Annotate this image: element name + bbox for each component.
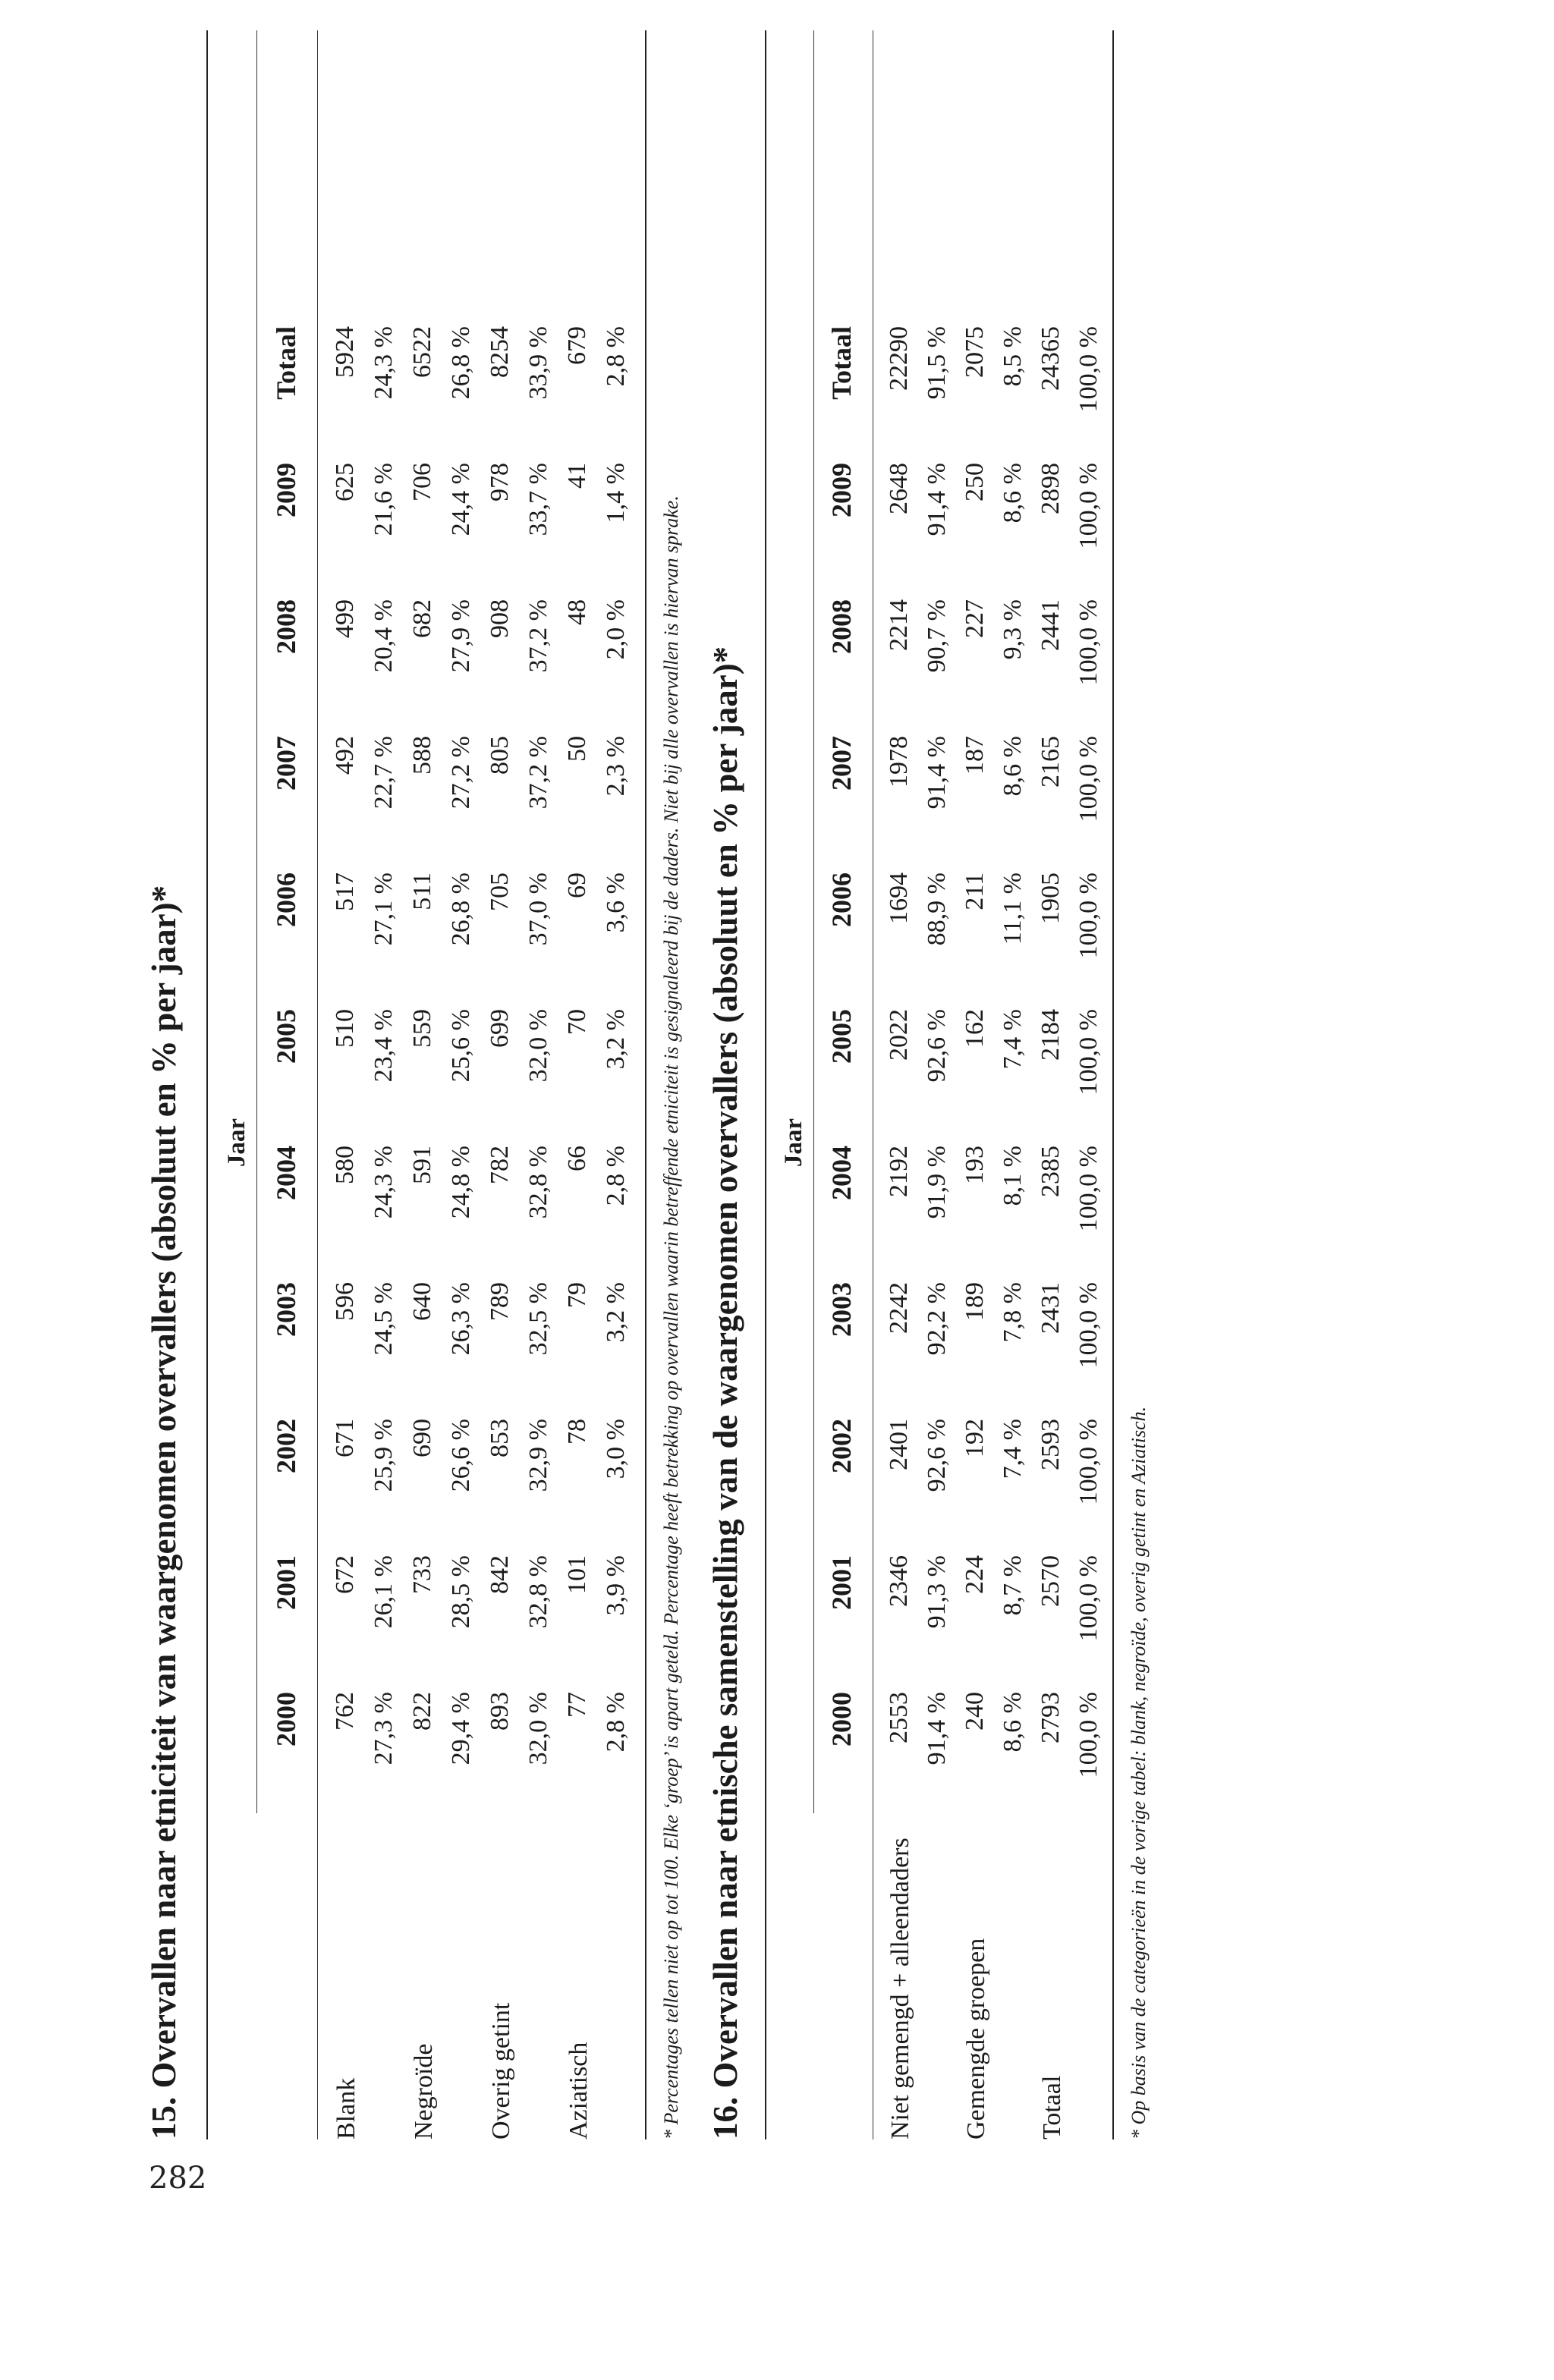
table-cell: 91,3 % — [923, 1555, 951, 1629]
table-cell: 2,8 % — [602, 1692, 630, 1753]
table-cell: 22,7 % — [370, 736, 398, 810]
table-cell: 28,5 % — [447, 1555, 475, 1629]
table-cell: 679 — [563, 326, 591, 365]
table-cell: 2242 — [885, 1282, 913, 1334]
table-cell: 3,2 % — [602, 1282, 630, 1343]
table-cell: 499 — [331, 599, 359, 638]
table-15-bottom-rule — [645, 30, 646, 2139]
table-cell: 69 — [563, 872, 591, 898]
table-cell: 27,2 % — [447, 736, 475, 810]
table-cell: 101 — [563, 1555, 591, 1594]
table-cell: 8,6 % — [999, 736, 1027, 797]
table-cell: 822 — [408, 1692, 436, 1731]
table-cell: 1694 — [885, 872, 913, 924]
table-cell: 41 — [563, 463, 591, 489]
table-cell: 100,0 % — [1074, 1146, 1103, 1232]
column-header-2003: 2003 — [826, 1282, 857, 1337]
table-cell: 2184 — [1037, 1009, 1065, 1061]
table-cell: 100,0 % — [1074, 872, 1103, 959]
table-cell: 21,6 % — [370, 463, 398, 536]
table-cell: 240 — [961, 1692, 989, 1731]
table-cell: 27,3 % — [370, 1692, 398, 1765]
table-cell: 842 — [486, 1555, 514, 1594]
table-cell: 978 — [486, 463, 514, 501]
table-cell: 782 — [486, 1146, 514, 1184]
table-cell: 559 — [408, 1009, 436, 1048]
table-cell: 100,0 % — [1074, 599, 1103, 686]
table-cell: 2441 — [1037, 599, 1065, 651]
row-label: Aziatisch — [565, 2042, 593, 2139]
table-cell: 24,5 % — [370, 1282, 398, 1356]
table-cell: 32,0 % — [524, 1009, 552, 1083]
table-cell: 690 — [408, 1419, 436, 1457]
table-cell: 7,4 % — [999, 1009, 1027, 1070]
table-cell: 23,4 % — [370, 1009, 398, 1083]
column-header-2003: 2003 — [271, 1282, 301, 1337]
row-label: Blank — [332, 2077, 360, 2139]
table-cell: 1978 — [885, 736, 913, 788]
table-cell: 193 — [961, 1146, 989, 1184]
table-cell: 2570 — [1037, 1555, 1065, 1607]
table-cell: 100,0 % — [1074, 1419, 1103, 1505]
table-cell: 20,4 % — [370, 599, 398, 673]
table-15-year-group-header: Jaar — [223, 1118, 250, 1168]
table-cell: 26,3 % — [447, 1282, 475, 1356]
table-cell: 2593 — [1037, 1419, 1065, 1470]
table-cell: 517 — [331, 872, 359, 911]
column-header-2002: 2002 — [271, 1419, 301, 1473]
table-cell: 92,2 % — [923, 1282, 951, 1356]
table-cell: 2,8 % — [602, 1146, 630, 1206]
row-label: Negroïde — [410, 2043, 438, 2139]
table-cell: 27,1 % — [370, 872, 398, 946]
column-header-2009: 2009 — [826, 463, 857, 517]
table-cell: 91,9 % — [923, 1146, 951, 1219]
table-cell: 672 — [331, 1555, 359, 1594]
table-cell: 79 — [563, 1282, 591, 1308]
table-cell: 805 — [486, 736, 514, 775]
table-cell: 682 — [408, 599, 436, 638]
table-cell: 250 — [961, 463, 989, 501]
table-cell: 26,8 % — [447, 326, 475, 400]
table-cell: 625 — [331, 463, 359, 501]
page-number: 282 — [149, 2161, 207, 2196]
table-cell: 70 — [563, 1009, 591, 1035]
table-cell: 853 — [486, 1419, 514, 1457]
column-header-2006: 2006 — [271, 872, 301, 927]
table-cell: 908 — [486, 599, 514, 638]
column-header-totaal: Totaal — [826, 326, 857, 400]
table-cell: 8,6 % — [999, 463, 1027, 523]
table-cell: 91,4 % — [923, 1692, 951, 1765]
table-cell: 25,9 % — [370, 1419, 398, 1492]
table-cell: 92,6 % — [923, 1009, 951, 1083]
table-16-year-rule — [813, 30, 814, 1813]
column-header-2002: 2002 — [826, 1419, 857, 1473]
table-cell: 162 — [961, 1009, 989, 1048]
table-cell: 762 — [331, 1692, 359, 1731]
table-cell: 37,0 % — [524, 872, 552, 946]
table-cell: 9,3 % — [999, 599, 1027, 660]
table-cell: 588 — [408, 736, 436, 775]
table-cell: 2165 — [1037, 736, 1065, 788]
column-header-2007: 2007 — [826, 736, 857, 791]
table-cell: 66 — [563, 1146, 591, 1171]
table-cell: 33,9 % — [524, 326, 552, 400]
table-cell: 187 — [961, 736, 989, 775]
table-cell: 32,8 % — [524, 1146, 552, 1219]
table-16-title: 16. Overvallen naar etnische samenstelling van de waargenomen overvallers (absoluut en % per jaar)* — [706, 646, 744, 2139]
table-cell: 29,4 % — [447, 1692, 475, 1765]
table-cell: 596 — [331, 1282, 359, 1321]
table-16-top-rule — [765, 30, 766, 2139]
table-cell: 7,4 % — [999, 1419, 1027, 1479]
table-cell: 22290 — [885, 326, 913, 391]
table-cell: 733 — [408, 1555, 436, 1594]
row-label: Overig getint — [487, 2002, 515, 2139]
table-cell: 50 — [563, 736, 591, 762]
table-cell: 8,7 % — [999, 1555, 1027, 1616]
table-16-footnote: * Op basis van de categorieën in de vorige tabel: blank, negroïde, overig getint en Aziatisch. — [1128, 1406, 1150, 2139]
table-cell: 100,0 % — [1074, 736, 1103, 822]
table-16-bottom-rule — [1112, 30, 1114, 2139]
column-header-totaal: Totaal — [271, 326, 301, 400]
column-header-2007: 2007 — [271, 736, 301, 791]
table-cell: 3,9 % — [602, 1555, 630, 1616]
row-label: Gemengde groepen — [962, 1938, 990, 2139]
column-header-2009: 2009 — [271, 463, 301, 517]
column-header-2005: 2005 — [271, 1009, 301, 1064]
table-cell: 3,6 % — [602, 872, 630, 933]
table-cell: 224 — [961, 1555, 989, 1594]
table-cell: 789 — [486, 1282, 514, 1321]
table-cell: 37,2 % — [524, 736, 552, 810]
table-cell: 3,2 % — [602, 1009, 630, 1070]
table-cell: 100,0 % — [1074, 1555, 1103, 1642]
table-cell: 591 — [408, 1146, 436, 1184]
table-cell: 8,6 % — [999, 1692, 1027, 1753]
table-cell: 671 — [331, 1419, 359, 1457]
table-16-year-group-header: Jaar — [780, 1118, 807, 1168]
row-label: Totaal — [1038, 2075, 1066, 2139]
table-15-top-rule — [206, 30, 208, 2139]
table-cell: 211 — [961, 872, 989, 910]
table-cell: 189 — [961, 1282, 989, 1321]
table-cell: 100,0 % — [1074, 1009, 1103, 1096]
table-cell: 32,0 % — [524, 1692, 552, 1765]
table-cell: 699 — [486, 1009, 514, 1048]
table-cell: 6522 — [408, 326, 436, 378]
table-cell: 2214 — [885, 599, 913, 651]
table-cell: 580 — [331, 1146, 359, 1184]
table-15-title: 15. Overvallen naar etniciteit van waargenomen overvallers (absoluut en % per jaar)* — [145, 885, 183, 2139]
table-cell: 11,1 % — [999, 872, 1027, 945]
table-15-header-rule — [317, 30, 318, 2139]
table-cell: 492 — [331, 736, 359, 775]
table-cell: 1905 — [1037, 872, 1065, 924]
table-cell: 7,8 % — [999, 1282, 1027, 1343]
column-header-2000: 2000 — [826, 1692, 857, 1746]
table-cell: 2431 — [1037, 1282, 1065, 1334]
table-cell: 24,8 % — [447, 1146, 475, 1219]
table-15-footnote: * Percentages tellen niet op tot 100. Elke ‘groep’ is apart geteld. Percentage heeft betrekking op overvallen waarin betreffende etniciteit is gesignaleerd bij de daders. Niet bij alle overvallen is hiervan sprake. — [660, 495, 682, 2139]
column-header-2008: 2008 — [271, 599, 301, 654]
column-header-2005: 2005 — [826, 1009, 857, 1064]
table-cell: 26,6 % — [447, 1419, 475, 1492]
table-cell: 88,9 % — [923, 872, 951, 946]
table-cell: 8254 — [486, 326, 514, 378]
table-cell: 227 — [961, 599, 989, 638]
table-cell: 92,6 % — [923, 1419, 951, 1492]
rotated-page-content — [121, 0, 1554, 2170]
table-cell: 8,1 % — [999, 1146, 1027, 1206]
table-cell: 893 — [486, 1692, 514, 1731]
table-cell: 26,1 % — [370, 1555, 398, 1629]
table-cell: 91,4 % — [923, 736, 951, 810]
column-header-2004: 2004 — [826, 1146, 857, 1200]
column-header-2001: 2001 — [826, 1555, 857, 1610]
table-cell: 100,0 % — [1074, 1692, 1103, 1778]
table-cell: 37,2 % — [524, 599, 552, 673]
table-cell: 640 — [408, 1282, 436, 1321]
table-cell: 2346 — [885, 1555, 913, 1607]
table-cell: 100,0 % — [1074, 326, 1103, 413]
table-cell: 3,0 % — [602, 1419, 630, 1479]
table-cell: 33,7 % — [524, 463, 552, 536]
table-cell: 91,5 % — [923, 326, 951, 400]
table-cell: 27,9 % — [447, 599, 475, 673]
column-header-2001: 2001 — [271, 1555, 301, 1610]
column-header-2000: 2000 — [271, 1692, 301, 1746]
table-15-year-rule — [256, 30, 257, 1813]
table-cell: 2648 — [885, 463, 913, 514]
row-label: Niet gemengd + alleendaders — [886, 1838, 914, 2139]
table-cell: 78 — [563, 1419, 591, 1445]
table-cell: 24365 — [1037, 326, 1065, 391]
table-cell: 32,8 % — [524, 1555, 552, 1629]
table-cell: 1,4 % — [602, 463, 630, 523]
table-cell: 2,0 % — [602, 599, 630, 660]
table-cell: 511 — [408, 872, 436, 910]
table-cell: 706 — [408, 463, 436, 501]
table-cell: 32,5 % — [524, 1282, 552, 1356]
table-cell: 48 — [563, 599, 591, 625]
table-cell: 2022 — [885, 1009, 913, 1061]
table-cell: 2075 — [961, 326, 989, 378]
table-cell: 2553 — [885, 1692, 913, 1743]
table-cell: 24,3 % — [370, 1146, 398, 1219]
table-cell: 32,9 % — [524, 1419, 552, 1492]
table-cell: 705 — [486, 872, 514, 911]
table-cell: 2385 — [1037, 1146, 1065, 1197]
table-cell: 192 — [961, 1419, 989, 1457]
table-cell: 100,0 % — [1074, 463, 1103, 549]
table-cell: 510 — [331, 1009, 359, 1048]
table-cell: 91,4 % — [923, 463, 951, 536]
table-cell: 100,0 % — [1074, 1282, 1103, 1369]
table-cell: 2,8 % — [602, 326, 630, 387]
table-cell: 2401 — [885, 1419, 913, 1470]
table-cell: 2898 — [1037, 463, 1065, 514]
table-cell: 24,3 % — [370, 326, 398, 400]
table-cell: 8,5 % — [999, 326, 1027, 387]
table-cell: 2793 — [1037, 1692, 1065, 1743]
table-cell: 90,7 % — [923, 599, 951, 673]
table-cell: 5924 — [331, 326, 359, 378]
column-header-2008: 2008 — [826, 599, 857, 654]
column-header-2004: 2004 — [271, 1146, 301, 1200]
table-cell: 77 — [563, 1692, 591, 1718]
table-cell: 25,6 % — [447, 1009, 475, 1083]
column-header-2006: 2006 — [826, 872, 857, 927]
table-cell: 2,3 % — [602, 736, 630, 797]
table-cell: 24,4 % — [447, 463, 475, 536]
table-cell: 2192 — [885, 1146, 913, 1197]
table-cell: 26,8 % — [447, 872, 475, 946]
